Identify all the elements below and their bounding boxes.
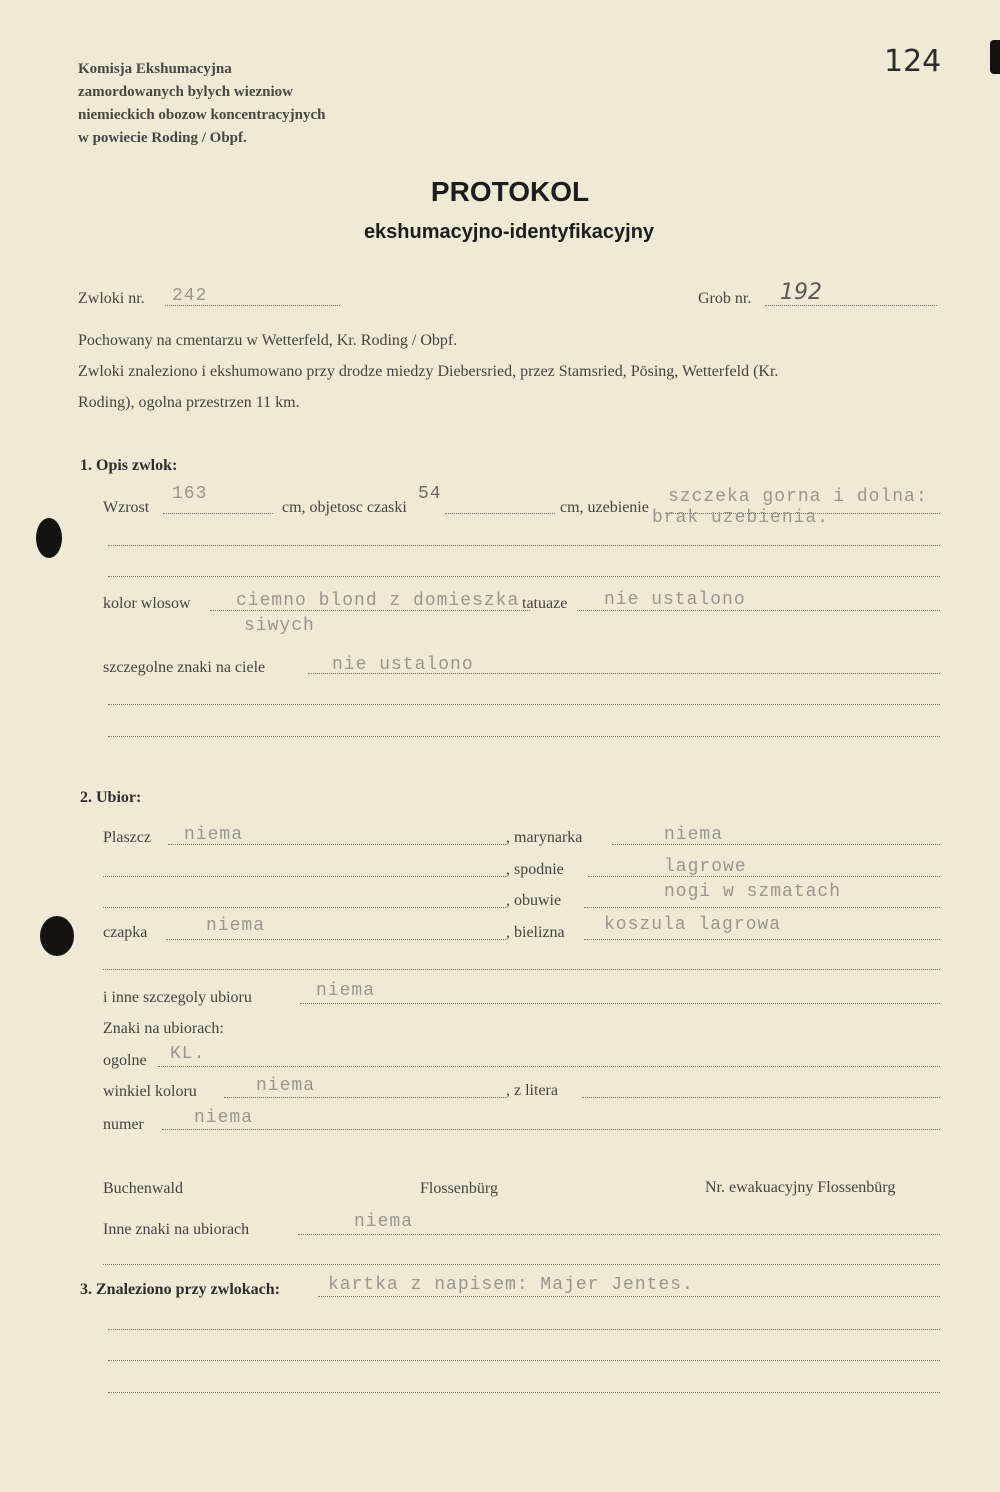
page-number: 124	[884, 44, 942, 79]
uzebienie-value-2: brak uzebienia.	[652, 508, 830, 528]
blank-line	[108, 576, 940, 577]
intro-line-2: Zwloki znaleziono i ekshumowano przy drodze miedzy Diebersried, przez Stamsried, Pösing, Wetterfeld (Kr.	[78, 363, 779, 380]
bielizna-value: koszula lagrowa	[604, 915, 782, 935]
blank-line	[103, 907, 506, 908]
obuwie-value: nogi w szmatach	[664, 882, 842, 902]
czaska-line	[445, 513, 555, 514]
section-3-value: kartka z napisem: Majer Jentes.	[328, 1275, 694, 1295]
spodnie-label: , spodnie	[506, 861, 564, 878]
document-title: PROTOKOL	[430, 176, 590, 207]
page-edge-mark	[990, 40, 1000, 74]
grob-line	[765, 305, 937, 306]
blank-line	[108, 1360, 940, 1361]
flossenburg-label: Flossenbürg	[420, 1180, 498, 1197]
winkiel-value: niema	[256, 1076, 316, 1096]
ogolne-value: KL.	[170, 1044, 206, 1064]
numer-label: numer	[103, 1116, 144, 1133]
blank-line	[108, 1329, 940, 1330]
zwloki-value: 242	[172, 286, 208, 306]
section-1-title: 1. Opis zwlok:	[80, 457, 178, 474]
intro-line-1: Pochowany na cmentarzu w Wetterfeld, Kr. Roding / Obpf.	[78, 332, 458, 349]
inne-szczegoly-value: niema	[316, 981, 376, 1001]
czaska-value: 54	[418, 484, 442, 504]
plaszcz-value: niema	[184, 825, 244, 845]
bielizna-label: , bielizna	[506, 924, 565, 941]
numer-line	[162, 1129, 940, 1130]
org-line-1: Komisja Ekshumacyjna	[78, 61, 232, 77]
wlosy-label: kolor wlosow	[103, 595, 191, 612]
tatuaze-line	[577, 610, 940, 611]
uzebienie-label: cm, uzebienie	[560, 499, 649, 516]
obuwie-label: , obuwie	[506, 892, 562, 909]
czapka-line	[166, 939, 506, 940]
blank-line	[108, 736, 940, 737]
punch-hole	[36, 518, 62, 558]
org-line-2: zamordowanych bylych wiezniow	[78, 84, 293, 100]
buchenwald-label: Buchenwald	[103, 1180, 183, 1197]
org-line-4: w powiecie Roding / Obpf.	[78, 130, 247, 146]
spodnie-line	[588, 876, 940, 877]
org-line-3: niemieckich obozow koncentracyjnych	[78, 107, 326, 123]
section-3-title: 3. Znaleziono przy zwlokach:	[80, 1281, 280, 1298]
czapka-label: czapka	[103, 924, 148, 941]
wzrost-label: Wzrost	[103, 499, 150, 516]
tatuaze-value: nie ustalono	[604, 590, 746, 610]
inne-znaki-label: Inne znaki na ubiorach	[103, 1221, 250, 1238]
czaska-label: cm, objetosc czaski	[282, 499, 407, 516]
obuwie-line	[584, 907, 940, 908]
grob-value: 192	[780, 280, 822, 305]
wlosy-value-2: siwych	[244, 616, 315, 636]
inne-szczegoly-line	[300, 1003, 940, 1004]
intro-line-3: Roding), ogolna przestrzen 11 km.	[78, 394, 300, 411]
bielizna-line	[584, 939, 940, 940]
grob-label: Grob nr.	[698, 290, 752, 307]
blank-line	[108, 545, 940, 546]
znaki-na-ciele-label: szczegolne znaki na ciele	[103, 659, 266, 676]
tatuaze-label: tatuaze	[522, 595, 568, 612]
spodnie-value: lagrowe	[664, 857, 747, 877]
wzrost-line	[163, 513, 273, 514]
marynarka-line	[612, 844, 940, 845]
inne-szczegoly-label: i inne szczegoly ubioru	[103, 989, 252, 1006]
blank-line	[103, 876, 506, 877]
plaszcz-label: Plaszcz	[103, 829, 151, 846]
section-2-title: 2. Ubior:	[80, 789, 142, 806]
wzrost-value: 163	[172, 484, 208, 504]
ewakuacyjny-label: Nr. ewakuacyjny Flossenbürg	[705, 1179, 896, 1196]
winkiel-line	[224, 1097, 506, 1098]
uzebienie-value-1: szczeka gorna i dolna:	[668, 487, 928, 507]
ogolne-line	[158, 1066, 940, 1067]
blank-line	[108, 1392, 940, 1393]
numer-value: niema	[194, 1108, 254, 1128]
znaki-na-ciele-value: nie ustalono	[332, 655, 474, 675]
wlosy-value-1: ciemno blond z domieszka	[236, 591, 520, 611]
blank-line	[108, 704, 940, 705]
inne-znaki-line	[298, 1234, 940, 1235]
zwloki-label: Zwloki nr.	[78, 290, 145, 307]
punch-hole	[40, 916, 74, 956]
document-subtitle: ekshumacyjno-identyfikacyjny	[363, 221, 655, 243]
znaki-na-ubiorach-label: Znaki na ubiorach:	[103, 1020, 224, 1037]
z-litera-line	[582, 1097, 940, 1098]
marynarka-label: , marynarka	[506, 829, 583, 846]
czapka-value: niema	[206, 916, 266, 936]
blank-line	[103, 1264, 940, 1265]
marynarka-value: niema	[664, 825, 724, 845]
section-3-line	[318, 1296, 940, 1297]
blank-line	[103, 969, 940, 970]
z-litera-label: , z litera	[506, 1082, 558, 1099]
inne-znaki-value: niema	[354, 1212, 414, 1232]
winkiel-label: winkiel koloru	[103, 1083, 197, 1100]
ogolne-label: ogolne	[103, 1052, 147, 1069]
